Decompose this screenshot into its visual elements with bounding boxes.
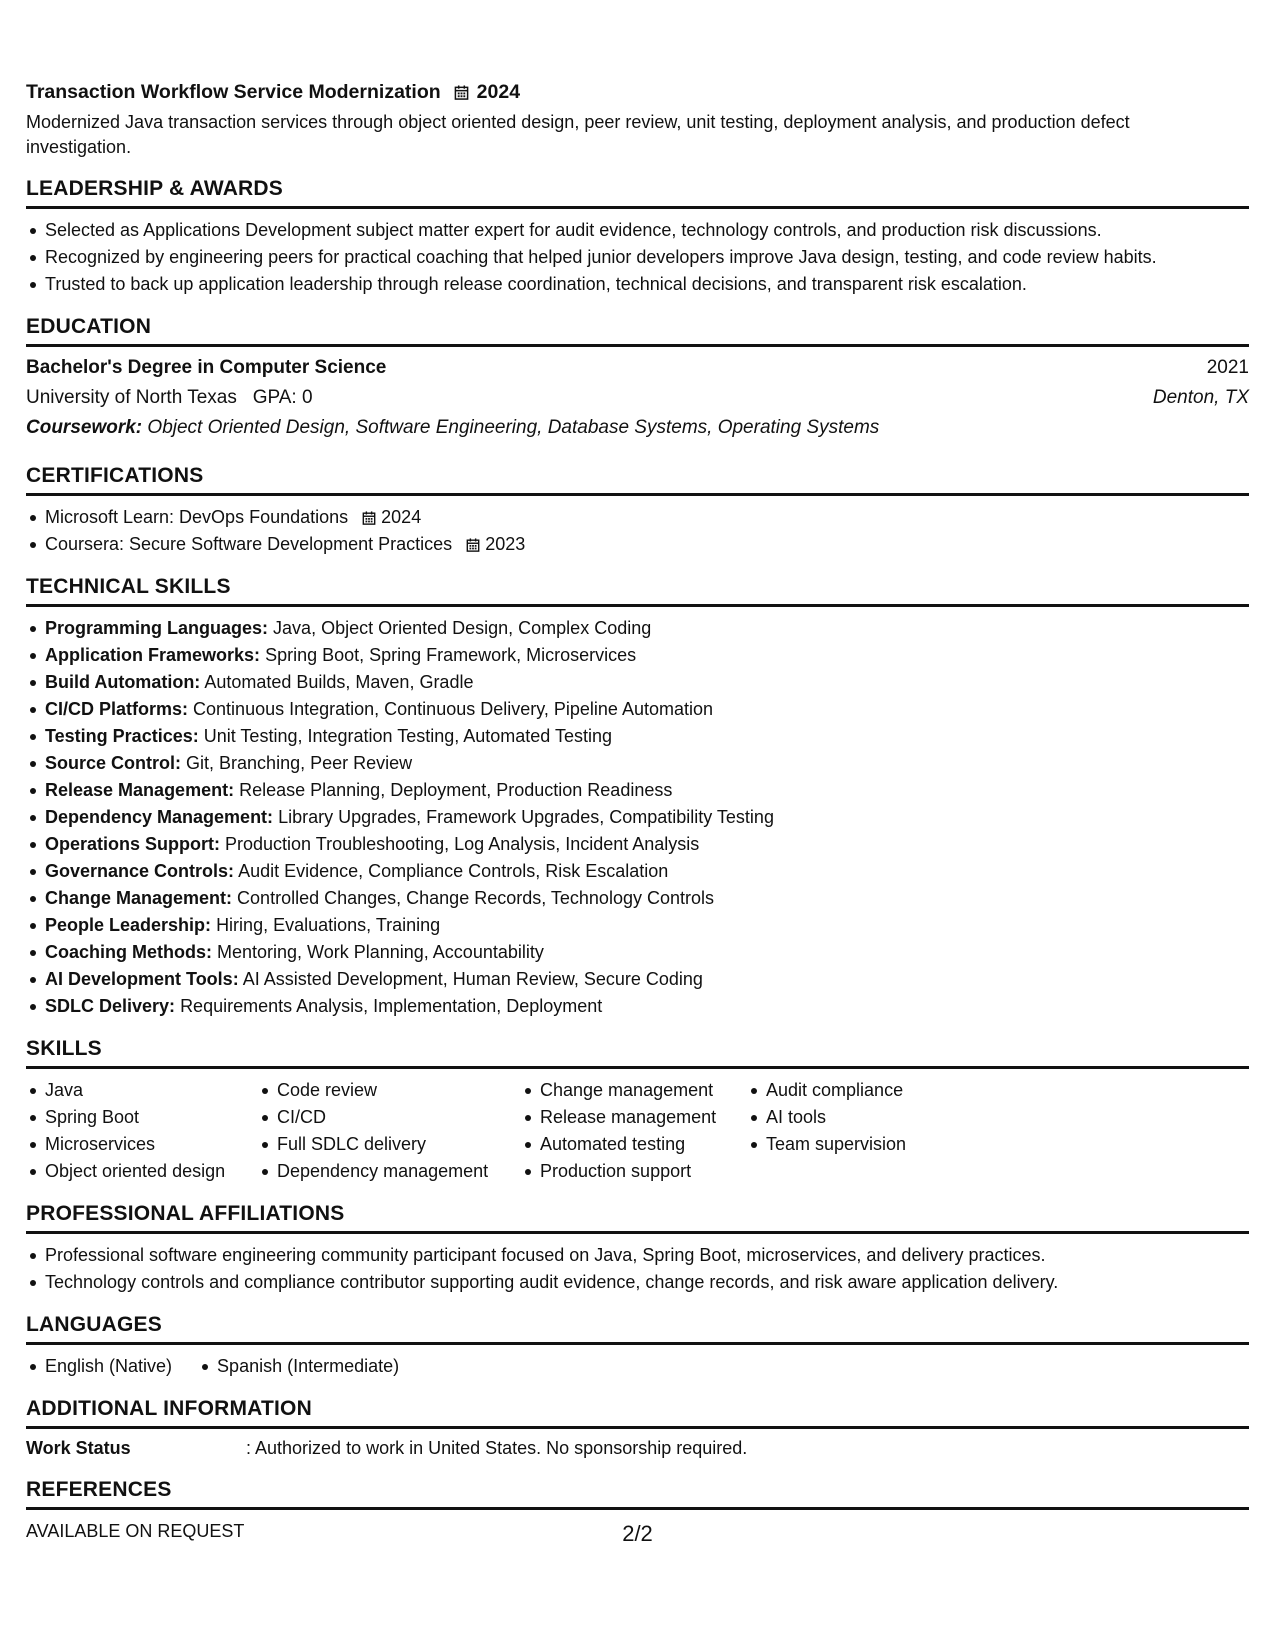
list-item bbox=[26, 993, 1249, 1020]
certification-name: Coursera: Secure Software Development Practices bbox=[45, 534, 453, 554]
skill-value: Hiring, Evaluations, Training bbox=[216, 915, 441, 935]
project-title-row bbox=[26, 78, 1249, 106]
skill-label: Change Management: bbox=[45, 888, 233, 908]
list-item bbox=[26, 885, 1249, 912]
skill-label: Governance Controls: bbox=[45, 861, 235, 881]
certification-year: 2023 bbox=[485, 534, 526, 554]
skill-label: Source Control: bbox=[45, 753, 182, 773]
list-item bbox=[26, 966, 1249, 993]
certification-name: Microsoft Learn: DevOps Foundations bbox=[45, 507, 349, 527]
skill-label: Dependency Management: bbox=[45, 807, 274, 827]
skill-label: Programming Languages: bbox=[45, 618, 269, 638]
list-item bbox=[26, 669, 1249, 696]
skill-value: Java, Object Oriented Design, Complex Coding bbox=[273, 618, 652, 638]
work-status-label: Work Status bbox=[26, 1438, 131, 1458]
section-heading: SKILLS bbox=[26, 1036, 1249, 1069]
section-heading: REFERENCES bbox=[26, 1477, 1249, 1510]
skill-value: Git, Branching, Peer Review bbox=[186, 753, 413, 773]
list-item: Release management bbox=[521, 1104, 747, 1131]
skill-label: SDLC Delivery: bbox=[45, 996, 176, 1016]
skill-value: Unit Testing, Integration Testing, Automated Testing bbox=[203, 726, 613, 746]
list-item: Spring Boot bbox=[26, 1104, 258, 1131]
skill-value: AI Assisted Development, Human Review, Secure Coding bbox=[242, 969, 703, 989]
list-item bbox=[26, 804, 1249, 831]
technical-skills-section bbox=[26, 574, 1249, 1020]
section-heading: ADDITIONAL INFORMATION bbox=[26, 1396, 1249, 1429]
list-item: English (Native) bbox=[26, 1353, 172, 1380]
skill-label: People Leadership: bbox=[45, 915, 212, 935]
section-heading: CERTIFICATIONS bbox=[26, 463, 1249, 496]
list-item bbox=[26, 696, 1249, 723]
list-item: Recognized by engineering peers for practical coaching that helped junior developers improve Java design, testing, and code review habits. bbox=[26, 244, 1249, 271]
list-item: Spanish (Intermediate) bbox=[198, 1353, 399, 1380]
list-item bbox=[26, 777, 1249, 804]
list-item: Java bbox=[26, 1077, 258, 1104]
list-item: Code review bbox=[258, 1077, 521, 1104]
education-section bbox=[26, 314, 1249, 443]
list-item: Production support bbox=[521, 1158, 747, 1185]
skills-grid bbox=[26, 1077, 1249, 1185]
skill-label: Operations Support: bbox=[45, 834, 220, 854]
skill-value: Controlled Changes, Change Records, Technology Controls bbox=[237, 888, 714, 908]
coursework-label: Coursework: bbox=[26, 417, 143, 438]
list-item bbox=[26, 615, 1249, 642]
skill-value: Continuous Integration, Continuous Delivery, Pipeline Automation bbox=[193, 699, 714, 719]
section-heading: LEADERSHIP & AWARDS bbox=[26, 176, 1249, 209]
list-item bbox=[26, 912, 1249, 939]
skill-label: Build Automation: bbox=[45, 672, 201, 692]
list-item: Automated testing bbox=[521, 1131, 747, 1158]
degree-year: 2021 bbox=[1206, 357, 1249, 378]
skill-value: Production Troubleshooting, Log Analysis, Incident Analysis bbox=[225, 834, 700, 854]
list-item: AI tools bbox=[747, 1104, 1007, 1131]
skill-value: Requirements Analysis, Implementation, Deployment bbox=[180, 996, 603, 1016]
project-description: Modernized Java transaction services through object oriented design, peer review, unit testing, deployment analysis, and production defect investigation. bbox=[26, 112, 1130, 157]
school-location: Denton, TX bbox=[1152, 387, 1249, 408]
list-item: Trusted to back up application leadership through release coordination, technical decisions, and transparent risk escalation. bbox=[26, 271, 1249, 298]
list-item: Change management bbox=[521, 1077, 747, 1104]
skill-label: Testing Practices: bbox=[45, 726, 199, 746]
list-item bbox=[26, 831, 1249, 858]
skill-value: Release Planning, Deployment, Production Readiness bbox=[239, 780, 673, 800]
list-item: Technology controls and compliance contributor supporting audit evidence, change records, and risk aware application delivery. bbox=[26, 1269, 1249, 1296]
skill-label: Coaching Methods: bbox=[45, 942, 212, 962]
list-item: Dependency management bbox=[258, 1158, 521, 1185]
certifications-section bbox=[26, 463, 1249, 558]
list-item bbox=[26, 858, 1249, 885]
page-number: 2/2 bbox=[622, 1521, 653, 1546]
skills-section bbox=[26, 1036, 1249, 1185]
work-status-value: : Authorized to work in United States. No sponsorship required. bbox=[246, 1438, 748, 1458]
list-item: Full SDLC delivery bbox=[258, 1131, 521, 1158]
list-item bbox=[26, 939, 1249, 966]
list-item bbox=[26, 723, 1249, 750]
list-item bbox=[26, 504, 1249, 531]
skill-label: Release Management: bbox=[45, 780, 235, 800]
list-item: CI/CD bbox=[258, 1104, 521, 1131]
list-item bbox=[26, 642, 1249, 669]
gpa: GPA: 0 bbox=[252, 387, 313, 408]
skill-label: AI Development Tools: bbox=[45, 969, 239, 989]
calendar-icon bbox=[454, 85, 469, 100]
list-item: Selected as Applications Development subject matter expert for audit evidence, technology controls, and production risk discussions. bbox=[26, 217, 1249, 244]
degree-title: Bachelor's Degree in Computer Science bbox=[26, 357, 387, 378]
project-year: 2024 bbox=[476, 80, 521, 103]
list-item bbox=[26, 750, 1249, 777]
skill-value: Automated Builds, Maven, Gradle bbox=[204, 672, 474, 692]
section-heading: LANGUAGES bbox=[26, 1312, 1249, 1345]
skill-value: Mentoring, Work Planning, Accountability bbox=[217, 942, 544, 962]
section-heading: PROFESSIONAL AFFILIATIONS bbox=[26, 1201, 1249, 1234]
section-heading: TECHNICAL SKILLS bbox=[26, 574, 1249, 607]
certification-year: 2024 bbox=[381, 507, 422, 527]
additional-info-section bbox=[26, 1396, 1249, 1461]
resume-page bbox=[26, 78, 1249, 1544]
references-text: AVAILABLE ON REQUEST bbox=[26, 1521, 245, 1541]
list-item: Microservices bbox=[26, 1131, 258, 1158]
calendar-icon bbox=[466, 538, 480, 552]
list-item: Team supervision bbox=[747, 1131, 1007, 1158]
coursework: Object Oriented Design, Software Engineering, Database Systems, Operating Systems bbox=[147, 417, 880, 438]
project-title: Transaction Workflow Service Modernization bbox=[26, 80, 441, 103]
section-heading: EDUCATION bbox=[26, 314, 1249, 347]
languages-section bbox=[26, 1312, 1249, 1380]
school-name: University of North Texas bbox=[26, 387, 237, 408]
skill-label: Application Frameworks: bbox=[45, 645, 261, 665]
list-item: Audit compliance bbox=[747, 1077, 1007, 1104]
leadership-section bbox=[26, 176, 1249, 298]
skill-label: CI/CD Platforms: bbox=[45, 699, 189, 719]
calendar-icon bbox=[362, 511, 376, 525]
skill-value: Library Upgrades, Framework Upgrades, Compatibility Testing bbox=[278, 807, 774, 827]
skill-value: Audit Evidence, Compliance Controls, Risk Escalation bbox=[238, 861, 669, 881]
list-item: Professional software engineering community participant focused on Java, Spring Boot, microservices, and delivery practices. bbox=[26, 1242, 1249, 1269]
skill-value: Spring Boot, Spring Framework, Microservices bbox=[265, 645, 637, 665]
affiliations-section bbox=[26, 1201, 1249, 1296]
list-item: Object oriented design bbox=[26, 1158, 258, 1185]
list-item bbox=[26, 531, 1249, 558]
